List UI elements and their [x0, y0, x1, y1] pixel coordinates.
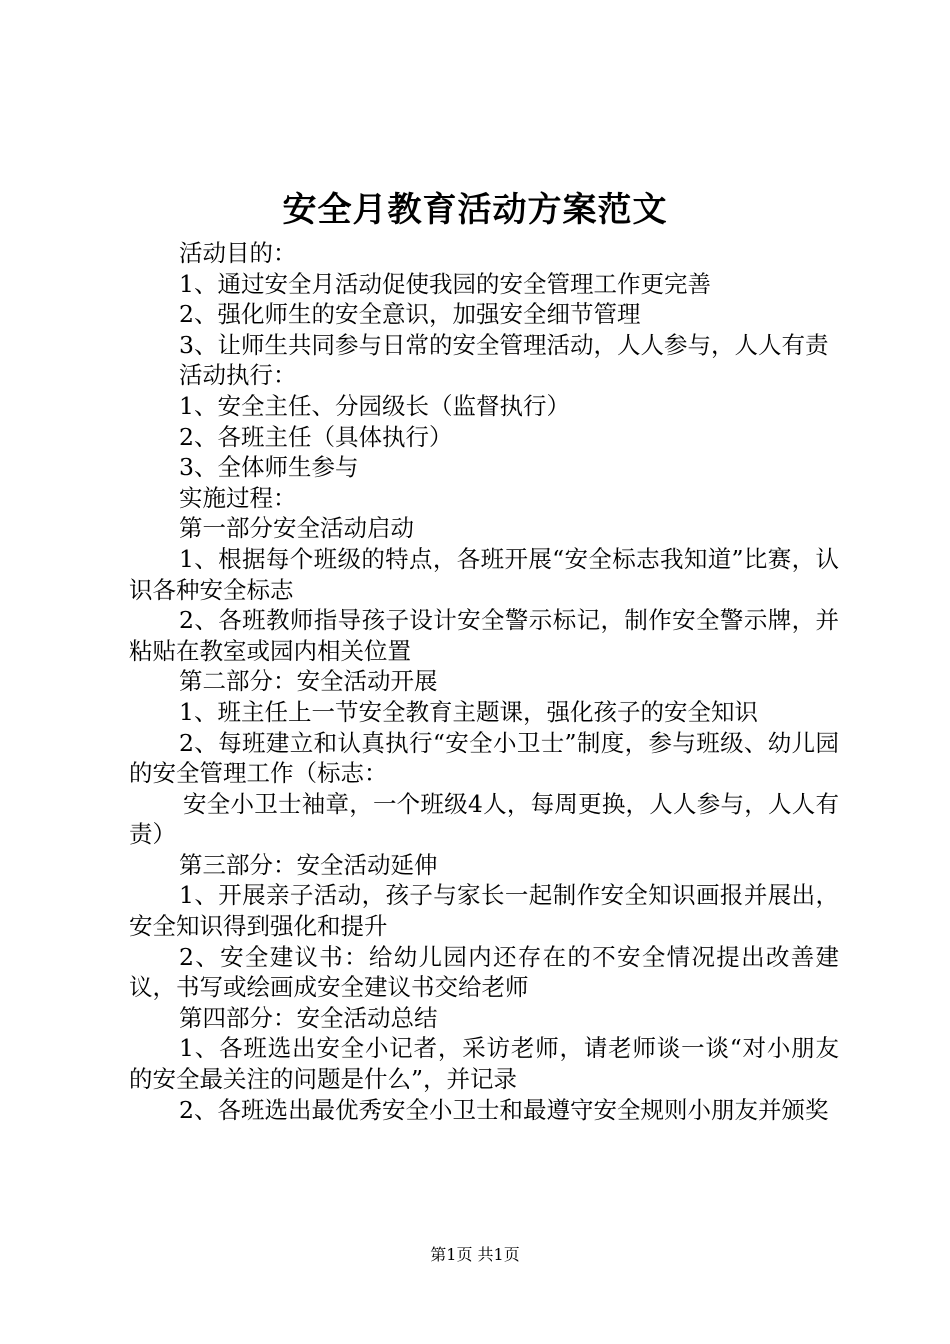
page-footer: 第1页 共1页	[430, 1245, 520, 1264]
paragraph: 2、强化师生的安全意识，加强安全细节管理	[179, 300, 641, 329]
paragraph: 2、每班建立和认真执行“安全小卫士”制度，参与班级、幼儿园的安全管理工作（标志：	[129, 728, 839, 788]
paragraph: 第一部分安全活动启动	[179, 514, 414, 543]
paragraph: 2、安全建议书：给幼儿园内还存在的不安全情况提出改善建议，书写或绘画成安全建议书交给老师	[129, 942, 839, 1002]
paragraph: 第四部分：安全活动总结	[179, 1003, 438, 1032]
paragraph: 安全小卫士袖章，一个班级4人，每周更换，人人参与，人人有责）	[129, 789, 839, 849]
paragraph: 2、各班教师指导孩子设计安全警示标记，制作安全警示牌，并粘贴在教室或园内相关位置	[129, 606, 839, 665]
paragraph: 3、全体师生参与	[179, 453, 359, 482]
paragraph: 2、各班主任（具体执行）	[179, 422, 453, 451]
paragraph: 1、通过安全月活动促使我园的安全管理工作更完善	[179, 269, 711, 298]
paragraph: 1、根据每个班级的特点，各班开展“安全标志我知道”比赛，认识各种安全标志	[129, 544, 839, 604]
paragraph: 1、班主任上一节安全教育主题课，强化孩子的安全知识	[179, 697, 758, 726]
paragraph: 1、各班选出安全小记者，采访老师，请老师谈一谈“对小朋友的安全最关注的问题是什么”，并记录	[129, 1034, 839, 1094]
document-title: 安全月教育活动方案范文	[282, 190, 668, 230]
document-body	[129, 238, 839, 1125]
paragraph: 1、开展亲子活动，孩子与家长一起制作安全知识画报并展出，安全知识得到强化和提升	[129, 881, 839, 941]
paragraph: 活动目的：	[179, 239, 297, 267]
paragraph: 实施过程：	[179, 483, 297, 512]
paragraph: 2、各班选出最优秀安全小卫士和最遵守安全规则小朋友并颁奖	[179, 1095, 829, 1124]
paragraph: 第三部分：安全活动延伸	[179, 850, 438, 879]
paragraph: 3、让师生共同参与日常的安全管理活动，人人参与，人人有责	[179, 330, 829, 359]
paragraph: 第二部分：安全活动开展	[179, 667, 438, 696]
paragraph: 活动执行：	[179, 361, 297, 390]
paragraph: 1、安全主任、分园级长（监督执行）	[179, 391, 570, 420]
